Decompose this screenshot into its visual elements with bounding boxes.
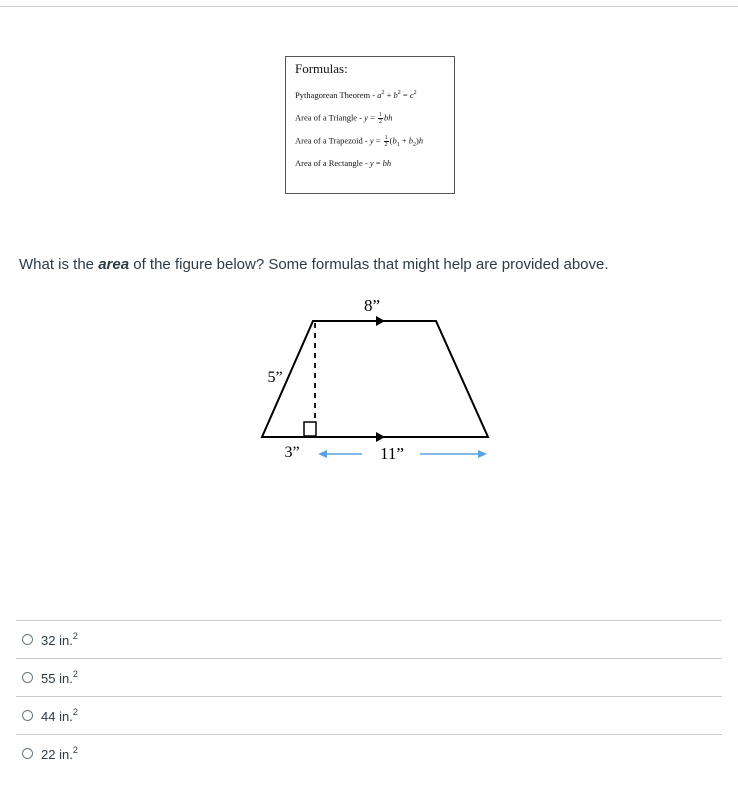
top-edge-arrow (376, 316, 385, 326)
question-emphasis: area (98, 256, 130, 273)
radio-button[interactable] (22, 672, 33, 683)
formula-triangle: Area of a Triangle - y = $\frac{1}{2}$ bh (295, 112, 393, 125)
radio-button[interactable] (22, 748, 33, 759)
bottom-length-label: 11” (380, 444, 404, 463)
trapezoid-shape (262, 321, 488, 437)
bottom-measure-right-arrow (478, 450, 487, 458)
formula-triangle-label: Area of a Triangle - (295, 112, 365, 123)
formula-rectangle: Area of a Rectangle - y = bh (295, 158, 392, 168)
side-length-label: 5” (267, 369, 283, 386)
answer-exponent: 2 (72, 706, 78, 717)
answer-option-1[interactable] (16, 620, 722, 657)
answer-exponent: 2 (72, 630, 78, 641)
answer-exponent: 2 (72, 668, 78, 679)
formula-pythagorean: Pythagorean Theorem - $a^2 + b^2 = c^2$ (295, 90, 417, 100)
right-angle-marker (304, 422, 316, 436)
question-after: of the figure below? Some formulas that might help are provided above. (129, 256, 609, 273)
answer-label (41, 669, 78, 686)
formula-trapezoid-label: Area of a Trapezoid - (295, 135, 370, 146)
formula-pythagorean-label: Pythagorean Theorem - (295, 90, 378, 100)
answer-option-3[interactable] (16, 696, 722, 733)
answer-value: 44 in. (41, 708, 73, 724)
answer-option-2[interactable] (16, 658, 722, 695)
formula-trapezoid: Area of a Trapezoid - y = $\frac{1}{2}$ $(b_1 + b_2)h$ (295, 135, 424, 149)
answer-exponent: 2 (72, 744, 78, 755)
answer-label (41, 745, 78, 762)
answer-label (41, 631, 78, 648)
answer-value: 32 in. (41, 632, 73, 648)
answer-choices (16, 620, 722, 771)
answer-label (41, 707, 78, 724)
answer-option-4[interactable] (16, 734, 722, 771)
formulas-title: Formulas: (295, 61, 348, 76)
answer-value: 22 in. (41, 746, 73, 762)
bottom-edge-arrow (376, 432, 385, 442)
formula-rectangle-label: Area of a Rectangle - (295, 158, 370, 168)
radio-button[interactable] (22, 710, 33, 721)
top-length-label: 8” (363, 296, 381, 315)
left-base-length-label: 3” (284, 444, 300, 461)
radio-button[interactable] (22, 634, 33, 645)
question-before: What is the (19, 256, 99, 273)
answer-value: 55 in. (41, 670, 73, 686)
bottom-measure-left-arrow (318, 450, 327, 458)
